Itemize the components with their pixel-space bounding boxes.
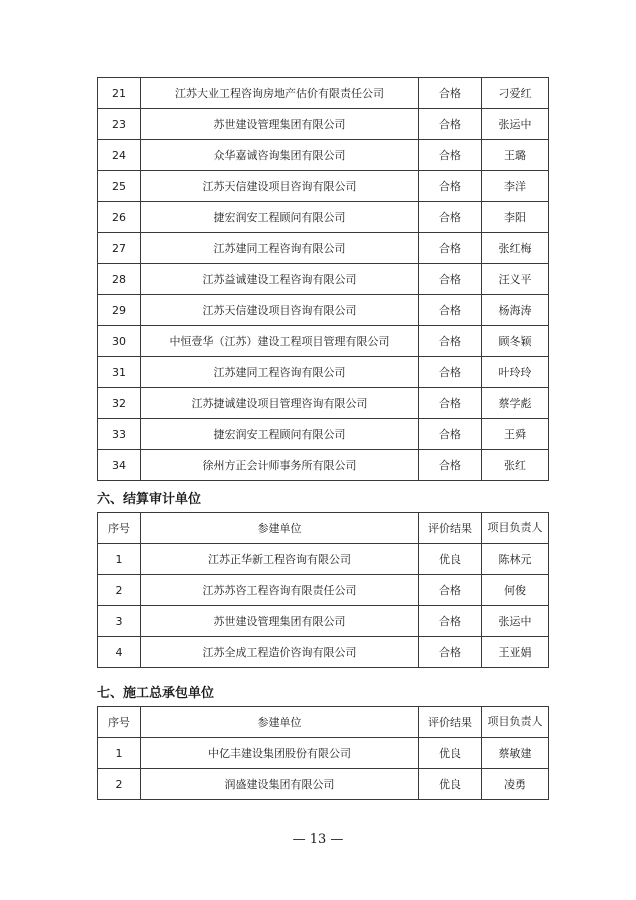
cell-person: 何俊: [482, 575, 549, 606]
table-continued: [97, 77, 549, 481]
cell-person: 王亚娟: [482, 637, 549, 668]
cell-unit: 苏世建设管理集团有限公司: [141, 109, 419, 140]
cell-result: 合格: [419, 78, 482, 109]
table-row: [98, 544, 549, 575]
header-person: 项目负责人: [482, 513, 549, 544]
cell-result: 优良: [419, 738, 482, 769]
cell-result: 合格: [419, 233, 482, 264]
page-number: — 13 —: [292, 832, 344, 847]
cell-no: 27: [98, 233, 141, 264]
cell-person: 李阳: [482, 202, 549, 233]
cell-unit: 江苏捷诚建设项目管理咨询有限公司: [141, 388, 419, 419]
table-row: [98, 109, 549, 140]
table-row: [98, 140, 549, 171]
cell-person: 杨海涛: [482, 295, 549, 326]
cell-result: 合格: [419, 171, 482, 202]
table-row: [98, 575, 549, 606]
cell-person: 蔡学彪: [482, 388, 549, 419]
cell-unit: 中亿丰建设集团股份有限公司: [141, 738, 419, 769]
cell-result: 合格: [419, 575, 482, 606]
cell-result: 合格: [419, 295, 482, 326]
header-result: 评价结果: [419, 513, 482, 544]
cell-unit: 徐州方正会计师事务所有限公司: [141, 450, 419, 481]
cell-result: 优良: [419, 544, 482, 575]
cell-person: 王舜: [482, 419, 549, 450]
cell-no: 1: [98, 738, 141, 769]
cell-no: 24: [98, 140, 141, 171]
cell-no: 2: [98, 769, 141, 800]
table-general-contractor: [97, 706, 549, 800]
cell-no: 34: [98, 450, 141, 481]
cell-person: 陈林元: [482, 544, 549, 575]
cell-unit: 众华嘉诚咨询集团有限公司: [141, 140, 419, 171]
table-header-row: [98, 707, 549, 738]
table-row: [98, 388, 549, 419]
header-unit: 参建单位: [141, 707, 419, 738]
cell-no: 32: [98, 388, 141, 419]
header-result: 评价结果: [419, 707, 482, 738]
cell-result: 合格: [419, 419, 482, 450]
cell-result: 合格: [419, 326, 482, 357]
cell-person: 张红: [482, 450, 549, 481]
table-row: [98, 419, 549, 450]
cell-person: 叶玲玲: [482, 357, 549, 388]
cell-result: 合格: [419, 637, 482, 668]
cell-result: 合格: [419, 388, 482, 419]
table-row: [98, 326, 549, 357]
cell-no: 1: [98, 544, 141, 575]
cell-unit: 捷宏润安工程顾问有限公司: [141, 202, 419, 233]
cell-no: 23: [98, 109, 141, 140]
cell-person: 汪义平: [482, 264, 549, 295]
cell-result: 优良: [419, 769, 482, 800]
cell-no: 29: [98, 295, 141, 326]
table-row: [98, 78, 549, 109]
section-title-settlement-audit: 六、结算审计单位: [97, 492, 202, 507]
cell-result: 合格: [419, 264, 482, 295]
cell-unit: 江苏天信建设项目咨询有限公司: [141, 295, 419, 326]
header-unit: 参建单位: [141, 513, 419, 544]
cell-no: 33: [98, 419, 141, 450]
cell-result: 合格: [419, 357, 482, 388]
cell-person: 张红梅: [482, 233, 549, 264]
cell-result: 合格: [419, 140, 482, 171]
cell-person: 张运中: [482, 109, 549, 140]
cell-result: 合格: [419, 450, 482, 481]
cell-unit: 江苏正华新工程咨询有限公司: [141, 544, 419, 575]
table-header-row: [98, 513, 549, 544]
cell-person: 蔡敏建: [482, 738, 549, 769]
cell-no: 28: [98, 264, 141, 295]
cell-unit: 江苏天信建设项目咨询有限公司: [141, 171, 419, 202]
cell-result: 合格: [419, 606, 482, 637]
cell-no: 31: [98, 357, 141, 388]
cell-result: 合格: [419, 109, 482, 140]
cell-person: 王璐: [482, 140, 549, 171]
header-no: 序号: [98, 513, 141, 544]
cell-unit: 江苏建同工程咨询有限公司: [141, 357, 419, 388]
cell-person: 李洋: [482, 171, 549, 202]
table-row: [98, 357, 549, 388]
cell-unit: 苏世建设管理集团有限公司: [141, 606, 419, 637]
table-row: [98, 738, 549, 769]
cell-no: 26: [98, 202, 141, 233]
cell-person: 凌勇: [482, 769, 549, 800]
table-row: [98, 171, 549, 202]
section-title-general-contractor: 七、施工总承包单位: [97, 686, 215, 701]
table-row: [98, 202, 549, 233]
cell-no: 30: [98, 326, 141, 357]
table-row: [98, 233, 549, 264]
table-row: [98, 450, 549, 481]
cell-unit: 捷宏润安工程顾问有限公司: [141, 419, 419, 450]
table-row: [98, 264, 549, 295]
cell-no: 25: [98, 171, 141, 202]
cell-unit: 江苏大业工程咨询房地产估价有限责任公司: [141, 78, 419, 109]
cell-unit: 润盛建设集团有限公司: [141, 769, 419, 800]
header-no: 序号: [98, 707, 141, 738]
cell-unit: 江苏苏咨工程咨询有限责任公司: [141, 575, 419, 606]
table-row: [98, 606, 549, 637]
cell-no: 4: [98, 637, 141, 668]
cell-no: 21: [98, 78, 141, 109]
cell-person: 顾冬颖: [482, 326, 549, 357]
table-row: [98, 295, 549, 326]
cell-unit: 江苏全成工程造价咨询有限公司: [141, 637, 419, 668]
cell-unit: 江苏益诚建设工程咨询有限公司: [141, 264, 419, 295]
table-settlement-audit: [97, 512, 549, 668]
cell-result: 合格: [419, 202, 482, 233]
cell-unit: 中恒壹华（江苏）建设工程项目管理有限公司: [141, 326, 419, 357]
table-row: [98, 769, 549, 800]
header-person: 项目负责人: [482, 707, 549, 738]
cell-unit: 江苏建同工程咨询有限公司: [141, 233, 419, 264]
cell-person: 刁爱红: [482, 78, 549, 109]
table-row: [98, 637, 549, 668]
cell-no: 2: [98, 575, 141, 606]
cell-person: 张运中: [482, 606, 549, 637]
cell-no: 3: [98, 606, 141, 637]
